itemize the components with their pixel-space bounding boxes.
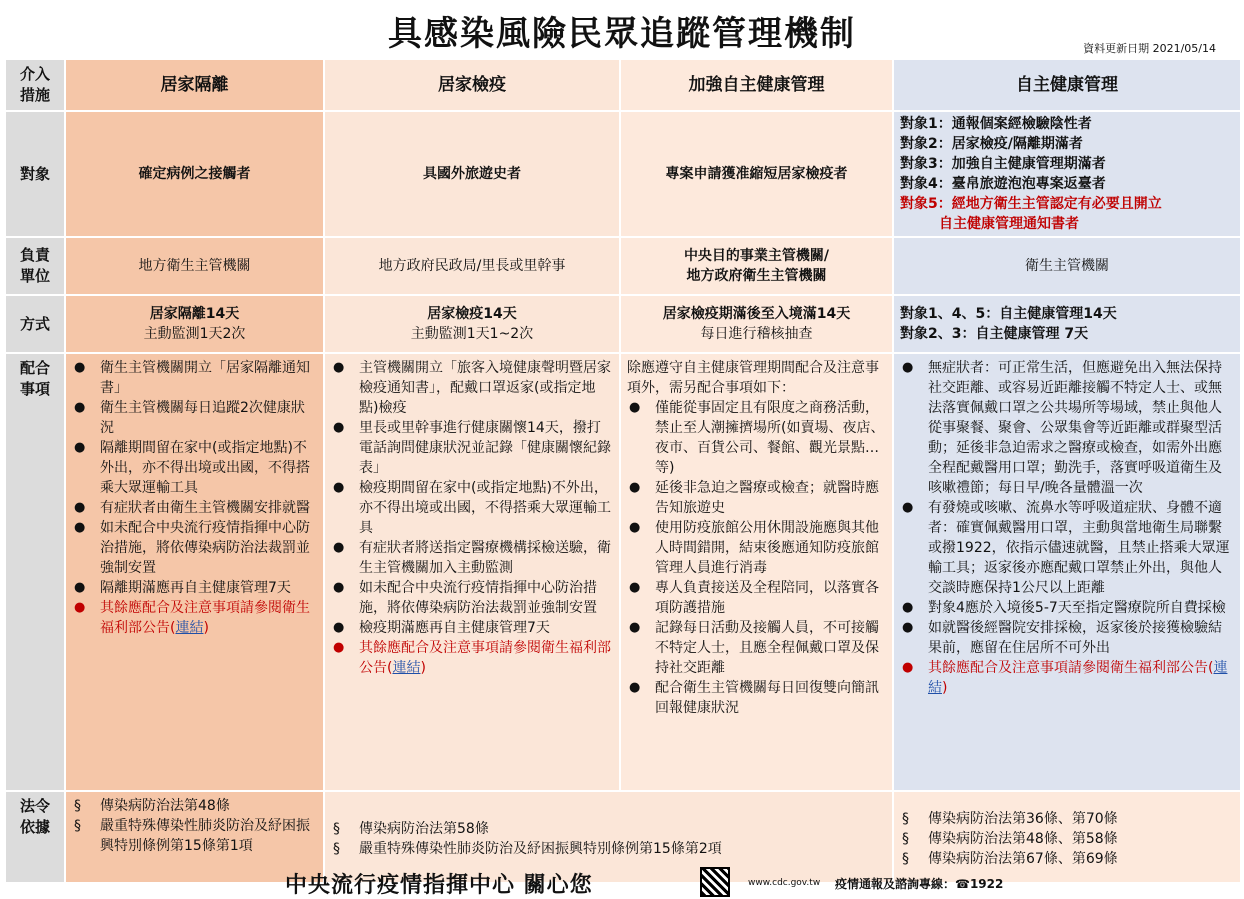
method-home-isolation [65, 295, 324, 353]
items-enhanced [620, 353, 893, 791]
page-title: 具感染風險民眾追蹤管理機制 [388, 14, 856, 54]
method-duration: 居家隔離14天 [149, 306, 240, 322]
col-header-home-quarantine: 居家檢疫 [324, 59, 620, 111]
list-item: ● 衛生主管機關開立「居家隔離通知書」 [100, 358, 317, 398]
list-item: ● 如未配合中央流行疫情指揮中心防治措施，將依傳染病防治法裁罰並強制安置 [100, 518, 317, 578]
list-item: ● 里長或里幹事進行健康關懷14天，撥打電話詢問健康狀況並記錄「健康關懷紀錄表」 [359, 418, 613, 478]
method-detail: 主動監測1天1~2次 [410, 326, 534, 342]
items-intro: 除應遵守自主健康管理期間配合及注意事項外，需另配合事項如下： [627, 360, 879, 396]
qr-code-icon [700, 867, 730, 897]
list-item: ● 延後非急迫之醫療或檢查；就醫時應告知旅遊史 [655, 478, 886, 518]
corner-label: 介入 措施 [19, 65, 50, 104]
list-item: ● 隔離期間留在家中(或指定地點)不外出，亦不得出境或出國，不得搭乘大眾運輸工具 [100, 438, 317, 498]
corner-header [5, 59, 65, 111]
footer-url[interactable]: www.cdc.gov.tw [748, 878, 821, 888]
method-duration: 居家檢疫期滿後至入境滿14天 [662, 306, 851, 322]
items-home-quarantine [324, 353, 620, 791]
row-label-unit: 負責 單位 [5, 237, 65, 295]
list-item: ● 無症狀者：可正常生活，但應避免出入無法保持社交距離、或容易近距離接觸不特定人士、或無法落實佩戴口罩之公共場所等場域，禁止與他人從事聚餐、聚會、公眾集會等近距離或群聚型活動；延後非急迫需求之醫療或檢查，如需外出應全程配戴醫用口罩；勤洗手，落實呼吸道衛生及咳嗽禮節；每日早/晚各量體溫一次 [928, 358, 1234, 498]
law-item: § 傳染病防治法第58條 [359, 819, 886, 839]
list-item-red [100, 598, 317, 638]
law-item: § 傳染病防治法第67條、第69條 [928, 849, 1234, 869]
unit-home-isolation: 地方衛生主管機關 [65, 237, 324, 295]
target-enhanced: 專案申請獲准縮短居家檢疫者 [620, 111, 893, 237]
unit-enhanced: 中央目的事業主管機關/ 地方政府衛生主管機關 [620, 237, 893, 295]
col-header-self-health-mgmt: 自主健康管理 [893, 59, 1241, 111]
law-item: § 傳染病防治法第48條、第58條 [928, 829, 1234, 849]
law-item: § 嚴重特殊傳染性肺炎防治及紓困振興特別條例第15條第2項 [359, 839, 886, 859]
items-home-isolation [65, 353, 324, 791]
list-item: ● 有症狀者將送指定醫療機構採檢送驗，衛生主管機關加入主動監測 [359, 538, 613, 578]
policy-table [4, 58, 1242, 884]
method-line: 對象1、4、5：自主健康管理14天 [900, 306, 1117, 322]
list-item-red [928, 658, 1234, 698]
items-self-health [893, 353, 1241, 791]
law-item: § 傳染病防治法第48條 [100, 796, 317, 816]
law-item: § 嚴重特殊傳染性肺炎防治及紓困振興特別條例第15條第1項 [100, 816, 317, 856]
notice-text: 其餘應配合及注意事項請參閱衛生福利部公告( [359, 640, 611, 676]
target-self-health [893, 111, 1241, 237]
list-item-red [359, 638, 613, 678]
method-home-quarantine [324, 295, 620, 353]
notice-text: 其餘應配合及注意事項請參閱衛生福利部公告( [100, 600, 310, 636]
list-item: ● 配合衛生主管機關每日回復雙向簡訊回報健康狀況 [655, 678, 886, 718]
list-item: ● 檢疫期滿應再自主健康管理7天 [359, 618, 613, 638]
list-item: ● 如未配合中央流行疫情指揮中心防治措施，將依傳染病防治法裁罰並強制安置 [359, 578, 613, 618]
method-enhanced [620, 295, 893, 353]
list-item: ● 如就醫後經醫院安排採檢，返家後於接獲檢驗結果前，應留在住居所不可外出 [928, 618, 1234, 658]
unit-self-health: 衛生主管機關 [893, 237, 1241, 295]
list-item: ● 專人負責接送及全程陪同，以落實各項防護措施 [655, 578, 886, 618]
method-self-health [893, 295, 1241, 353]
target-line: 對象2：居家檢疫/隔離期滿者 [900, 136, 1083, 152]
notice-text: 其餘應配合及注意事項請參閱衛生福利部公告( [928, 660, 1214, 676]
col-header-home-isolation: 居家隔離 [65, 59, 324, 111]
list-item: ● 記錄每日活動及接觸人員，不可接觸不特定人士，且應全程佩戴口罩及保持社交距離 [655, 618, 886, 678]
announcement-link[interactable]: 連結 [392, 660, 421, 676]
footer-slogan: 中央流行疫情指揮中心 關心您 [285, 873, 593, 898]
target-line: 對象3：加強自主健康管理期滿者 [900, 156, 1106, 172]
list-item: ● 使用防疫旅館公用休閒設施應與其他人時間錯開，結束後應通知防疫旅館管理人員進行消毒 [655, 518, 886, 578]
law-item: § 傳染病防治法第36條、第70條 [928, 809, 1234, 829]
list-item: ● 主管機關開立「旅客入境健康聲明暨居家檢疫通知書」，配戴口罩返家(或指定地點)檢疫 [359, 358, 613, 418]
close-paren: ) [942, 680, 948, 696]
footer-hotline: 疫情通報及諮詢專線：☎1922 [835, 877, 1004, 891]
target-home-quarantine: 具國外旅遊史者 [324, 111, 620, 237]
list-item: ● 對象4應於入境後5-7天至指定醫療院所自費採檢 [928, 598, 1234, 618]
footer [0, 866, 1244, 899]
list-item: ● 衛生主管機關每日追蹤2次健康狀況 [100, 398, 317, 438]
unit-home-quarantine: 地方政府民政局/里長或里幹事 [324, 237, 620, 295]
update-date: 資料更新日期 2021/05/14 [1083, 42, 1216, 55]
method-detail: 主動監測1天2次 [143, 326, 246, 342]
list-item: ● 隔離期滿應再自主健康管理7天 [100, 578, 317, 598]
list-item: ● 有發燒或咳嗽、流鼻水等呼吸道症狀、身體不適者：確實佩戴醫用口罩，主動與當地衛生局聯繫或撥1922，依指示儘速就醫，且禁止搭乘大眾運輸工具；返家後亦應配戴口罩禁止外出，與他人交談時應保持1公尺以上距離 [928, 498, 1234, 598]
target-home-isolation: 確定病例之接觸者 [65, 111, 324, 237]
list-item: ● 僅能從事固定且有限度之商務活動，禁止至人潮擁擠場所(如賣場、夜店、夜市、百貨公司、餐館、觀光景點…等) [655, 398, 886, 478]
target-line: 對象1：通報個案經檢驗陰性者 [900, 116, 1092, 132]
row-label-target: 對象 [5, 111, 65, 237]
close-paren: ) [420, 660, 426, 676]
target-line: 對象4：臺帛旅遊泡泡專案返臺者 [900, 176, 1106, 192]
list-item: ● 有症狀者由衛生主管機關安排就醫 [100, 498, 317, 518]
row-label-items: 配合 事項 [5, 353, 65, 791]
row-label-law: 法令 依據 [5, 791, 65, 883]
list-item: ● 檢疫期間留在家中(或指定地點)不外出，亦不得出境或出國，不得搭乘大眾運輸工具 [359, 478, 613, 538]
announcement-link[interactable]: 連結 [928, 660, 1228, 696]
row-label-method: 方式 [5, 295, 65, 353]
col-header-enhanced-health-mgmt: 加強自主健康管理 [620, 59, 893, 111]
target-line-red: 對象5：經地方衛生主管認定有必要且開立 自主健康管理通知書者 [900, 196, 1162, 232]
method-detail: 每日進行稽核抽查 [700, 326, 813, 342]
announcement-link[interactable]: 連結 [175, 620, 204, 636]
method-line: 對象2、3：自主健康管理 7天 [900, 326, 1089, 342]
method-duration: 居家檢疫14天 [427, 306, 517, 322]
close-paren: ) [203, 620, 209, 636]
